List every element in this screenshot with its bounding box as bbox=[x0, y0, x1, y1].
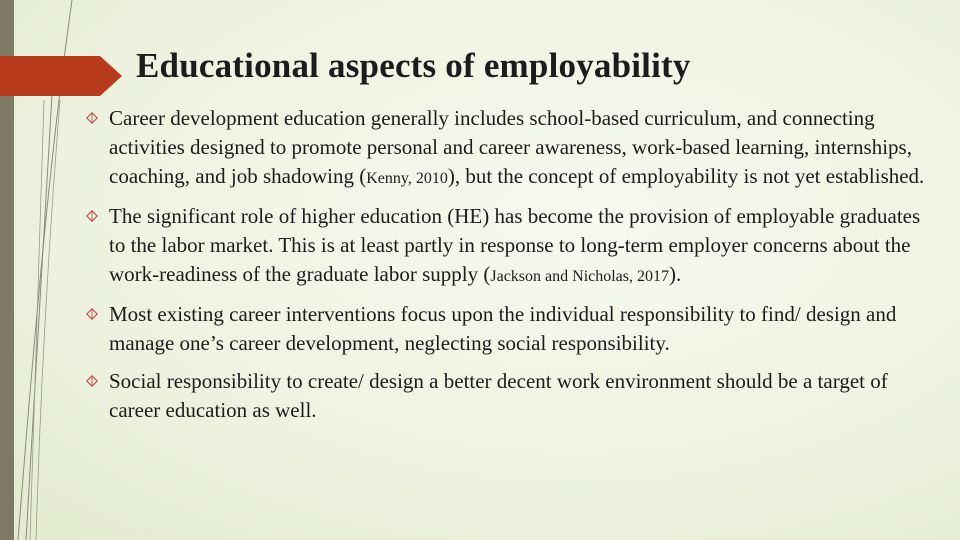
citation: Jackson and Nicholas, 2017 bbox=[490, 268, 670, 285]
bullet-text: Social responsibility to create/ design a better decent work environment should be a target of career education as well. bbox=[109, 369, 888, 422]
bullet-text: Most existing career interventions focus upon the individual responsibility to find/ design and manage one’s career development, neglecting social responsibility. bbox=[109, 302, 897, 355]
diamond-bullet-icon bbox=[86, 112, 98, 124]
bullet-item bbox=[86, 300, 936, 358]
bullet-text: Career development education generally includes school-based curriculum, and connecting activities designed to promote personal and career awareness, work-based learning, internships, coaching, and job shadowing ( bbox=[109, 106, 912, 188]
diamond-bullet-icon bbox=[86, 308, 98, 320]
bullet-text-tail: ). bbox=[669, 262, 682, 286]
diamond-bullet-icon bbox=[86, 375, 98, 387]
bullet-text-tail: ), but the concept of employability is not yet established. bbox=[447, 164, 925, 188]
bullet-text: The significant role of higher education (HE) has become the provision of employable graduates to the labor market. This is at least partly in response to long-term employer concerns about the work-readiness of the graduate labor supply ( bbox=[109, 204, 921, 286]
bullet-item bbox=[86, 104, 936, 193]
slide-title: Educational aspects of employability bbox=[136, 46, 691, 85]
diamond-bullet-icon bbox=[86, 210, 98, 222]
bullet-list bbox=[86, 104, 936, 425]
citation: Kenny, 2010 bbox=[366, 170, 448, 187]
bullet-item bbox=[86, 202, 936, 291]
title-accent-arrow bbox=[0, 56, 122, 96]
bullet-item bbox=[86, 367, 936, 425]
